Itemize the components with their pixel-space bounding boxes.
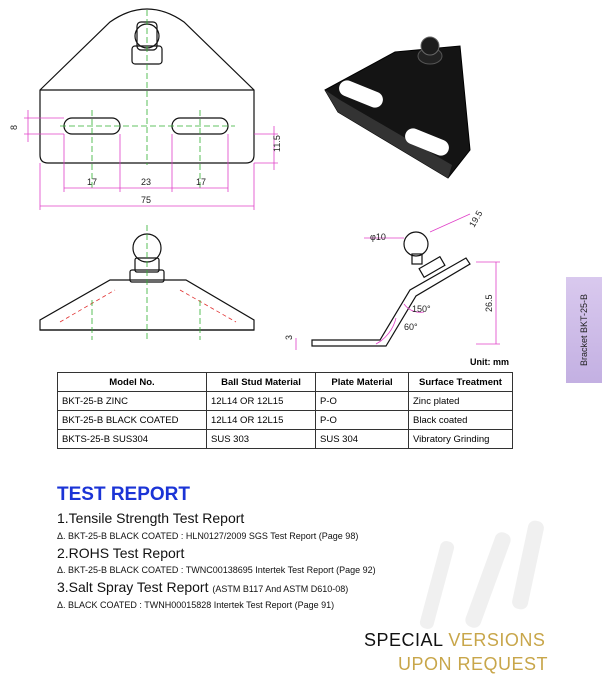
spec-table xyxy=(57,372,513,449)
cell: P-O xyxy=(316,411,409,430)
dim-phi10: φ10 xyxy=(370,232,386,242)
angle-60: 60° xyxy=(404,322,418,332)
rohs-line: Δ. BKT-25-B BLACK COATED : TWNC00138695 Intertek Test Report (Page 92) xyxy=(57,565,376,575)
tensile-line: Δ. BKT-25-B BLACK COATED : HLN0127/2009 SGS Test Report (Page 98) xyxy=(57,531,359,541)
dim-17-left: 17 xyxy=(87,177,98,187)
dim-8: 8 xyxy=(9,124,19,130)
cell: Black coated xyxy=(409,411,513,430)
header-ball-stud: Ball Stud Material xyxy=(207,373,316,392)
hidden-lines xyxy=(60,290,236,322)
header-model: Model No. xyxy=(58,373,207,392)
cell: Vibratory Grinding xyxy=(409,430,513,449)
dim-17-right: 17 xyxy=(196,177,207,187)
special-versions xyxy=(364,630,545,651)
salt-spray-heading xyxy=(57,579,348,595)
special-word: SPECIAL xyxy=(364,630,443,650)
table-row xyxy=(58,392,513,411)
dim-19-5: 19.5 xyxy=(467,208,485,229)
cell: Zinc plated xyxy=(409,392,513,411)
versions-word: VERSIONS xyxy=(448,630,546,650)
dim-23: 23 xyxy=(141,177,152,187)
table-row xyxy=(58,430,513,449)
header-surface: Surface Treatment xyxy=(409,373,513,392)
test-report-title: TEST REPORT xyxy=(57,484,191,505)
cell: SUS 303 xyxy=(207,430,316,449)
cell: 12L14 OR 12L15 xyxy=(207,411,316,430)
tensile-heading: 1.Tensile Strength Test Report xyxy=(57,510,245,526)
cell: SUS 304 xyxy=(316,430,409,449)
bracket-product-image xyxy=(325,37,470,178)
angle-150: 150° xyxy=(412,304,431,314)
unit-label: Unit: mm xyxy=(470,357,509,367)
cell: BKT-25-B BLACK COATED xyxy=(58,411,207,430)
dim-11-5: 11.5 xyxy=(272,135,282,152)
rohs-heading: 2.ROHS Test Report xyxy=(57,545,185,561)
cell: BKTS-25-B SUS304 xyxy=(58,430,207,449)
table-header-row xyxy=(58,373,513,392)
salt-spray-note: (ASTM B117 And ASTM D610-08) xyxy=(212,584,349,594)
profile-view-drawing xyxy=(312,232,470,346)
table-row xyxy=(58,411,513,430)
salt-spray-line: Δ. BLACK COATED : TWNH00015828 Intertek Test Report (Page 91) xyxy=(57,600,335,610)
salt-spray-heading-text: 3.Salt Spray Test Report xyxy=(57,579,209,595)
cell: 12L14 OR 12L15 xyxy=(207,392,316,411)
cell: BKT-25-B ZINC xyxy=(58,392,207,411)
dim-75: 75 xyxy=(141,195,152,205)
upon-request: UPON REQUEST xyxy=(398,654,549,674)
dim-26-5: 26.5 xyxy=(484,294,494,312)
dim-3: 3 xyxy=(284,334,294,340)
side-tab xyxy=(566,277,602,383)
side-tab-label: Bracket BKT-25-B xyxy=(579,293,589,367)
cell: P-O xyxy=(316,392,409,411)
header-plate: Plate Material xyxy=(316,373,409,392)
